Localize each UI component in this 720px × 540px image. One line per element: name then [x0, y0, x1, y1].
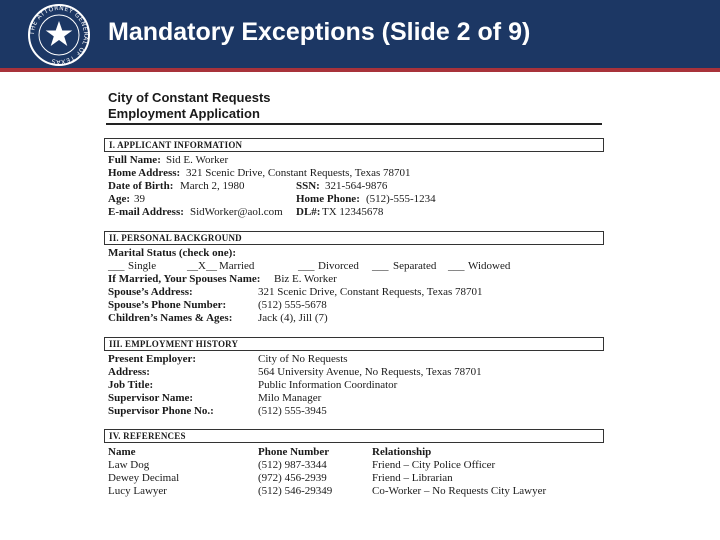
spouse-name-label: If Married, Your Spouses Name: [108, 273, 261, 285]
section-header-references [104, 429, 604, 443]
separated-blank: ___ [372, 260, 389, 272]
reference-phone: (972) 456-2939 [258, 472, 327, 484]
reference-phone: (512) 546-29349 [258, 485, 333, 497]
section-title: II. PERSONAL BACKGROUND [109, 233, 242, 243]
slide-title: Mandatory Exceptions (Slide 2 of 9) [108, 18, 531, 46]
age-label: Age: [108, 193, 130, 205]
employer-value: City of No Requests [258, 353, 348, 365]
section-title: IV. REFERENCES [109, 431, 186, 441]
full-name-label: Full Name: [108, 154, 161, 166]
supervisor-phone-value: (512) 555-3945 [258, 405, 327, 417]
job-title-label: Job Title: [108, 379, 154, 391]
section-header-employment [104, 337, 604, 351]
reference-name: Dewey Decimal [108, 472, 180, 484]
supervisor-phone-label: Supervisor Phone No.: [108, 405, 214, 417]
job-title-value: Public Information Coordinator [258, 379, 398, 391]
spouse-phone-label: Spouse’s Phone Number: [108, 299, 227, 311]
email-label: E-mail Address: [108, 206, 184, 218]
supervisor-value: Milo Manager [258, 392, 322, 404]
section-title: I. APPLICANT INFORMATION [109, 140, 243, 150]
home-phone-label: Home Phone: [296, 193, 360, 205]
ssn-value: 321-564-9876 [325, 180, 388, 192]
dl-label: DL#: [296, 206, 321, 218]
widowed-option: Widowed [468, 260, 511, 272]
dl-value: TX 12345678 [322, 206, 384, 218]
reference-relationship: Friend – Librarian [372, 472, 453, 484]
form-title: City of Constant Requests [108, 90, 271, 105]
seal-text: THE ATTORNEY GENERAL OF TEXAS [28, 4, 90, 66]
references-column-header: Phone Number [258, 446, 330, 458]
employer-label: Present Employer: [108, 353, 197, 365]
age-value: 39 [134, 193, 145, 205]
home-address-label: Home Address: [108, 167, 181, 179]
section-header-applicant [104, 138, 604, 152]
address-value: 564 University Avenue, No Requests, Texas 78701 [258, 366, 482, 378]
divorced-blank: ___ [298, 260, 315, 272]
marital-status-label: Marital Status (check one): [108, 247, 237, 259]
references-column-header: Relationship [372, 446, 432, 458]
home-phone-value: (512)-555-1234 [366, 193, 436, 205]
children-label: Children’s Names & Ages: [108, 312, 233, 324]
email-value: SidWorker@aol.com [190, 206, 283, 218]
spouse-address-value: 321 Scenic Drive, Constant Requests, Texas 78701 [258, 286, 483, 298]
single-blank: ___ [108, 260, 125, 272]
spouse-phone-value: (512) 555-5678 [258, 299, 327, 311]
reference-name: Law Dog [108, 459, 150, 471]
married-blank: __X__ [187, 260, 217, 272]
title-divider [106, 123, 602, 125]
separated-option: Separated [393, 260, 437, 272]
full-name-value: Sid E. Worker [166, 154, 229, 166]
dob-value: March 2, 1980 [180, 180, 245, 192]
ssn-label: SSN: [296, 180, 320, 192]
reference-phone: (512) 987-3344 [258, 459, 327, 471]
supervisor-label: Supervisor Name: [108, 392, 194, 404]
divorced-option: Divorced [318, 260, 359, 272]
reference-relationship: Friend – City Police Officer [372, 459, 496, 471]
address-label: Address: [108, 366, 150, 378]
references-column-header: Name [108, 446, 136, 458]
spouse-address-label: Spouse’s Address: [108, 286, 193, 298]
reference-relationship: Co-Worker – No Requests City Lawyer [372, 485, 547, 497]
section-header-personal [104, 231, 604, 245]
home-address-value: 321 Scenic Drive, Constant Requests, Texas 78701 [186, 167, 411, 179]
single-option: Single [128, 260, 157, 272]
reference-name: Lucy Lawyer [108, 485, 167, 497]
married-option: Married [219, 260, 255, 272]
dob-label: Date of Birth: [108, 180, 174, 192]
widowed-blank: ___ [448, 260, 465, 272]
form-subtitle: Employment Application [108, 106, 260, 121]
spouse-name-value: Biz E. Worker [274, 273, 337, 285]
children-value: Jack (4), Jill (7) [258, 312, 328, 324]
section-title: III. EMPLOYMENT HISTORY [109, 339, 239, 349]
